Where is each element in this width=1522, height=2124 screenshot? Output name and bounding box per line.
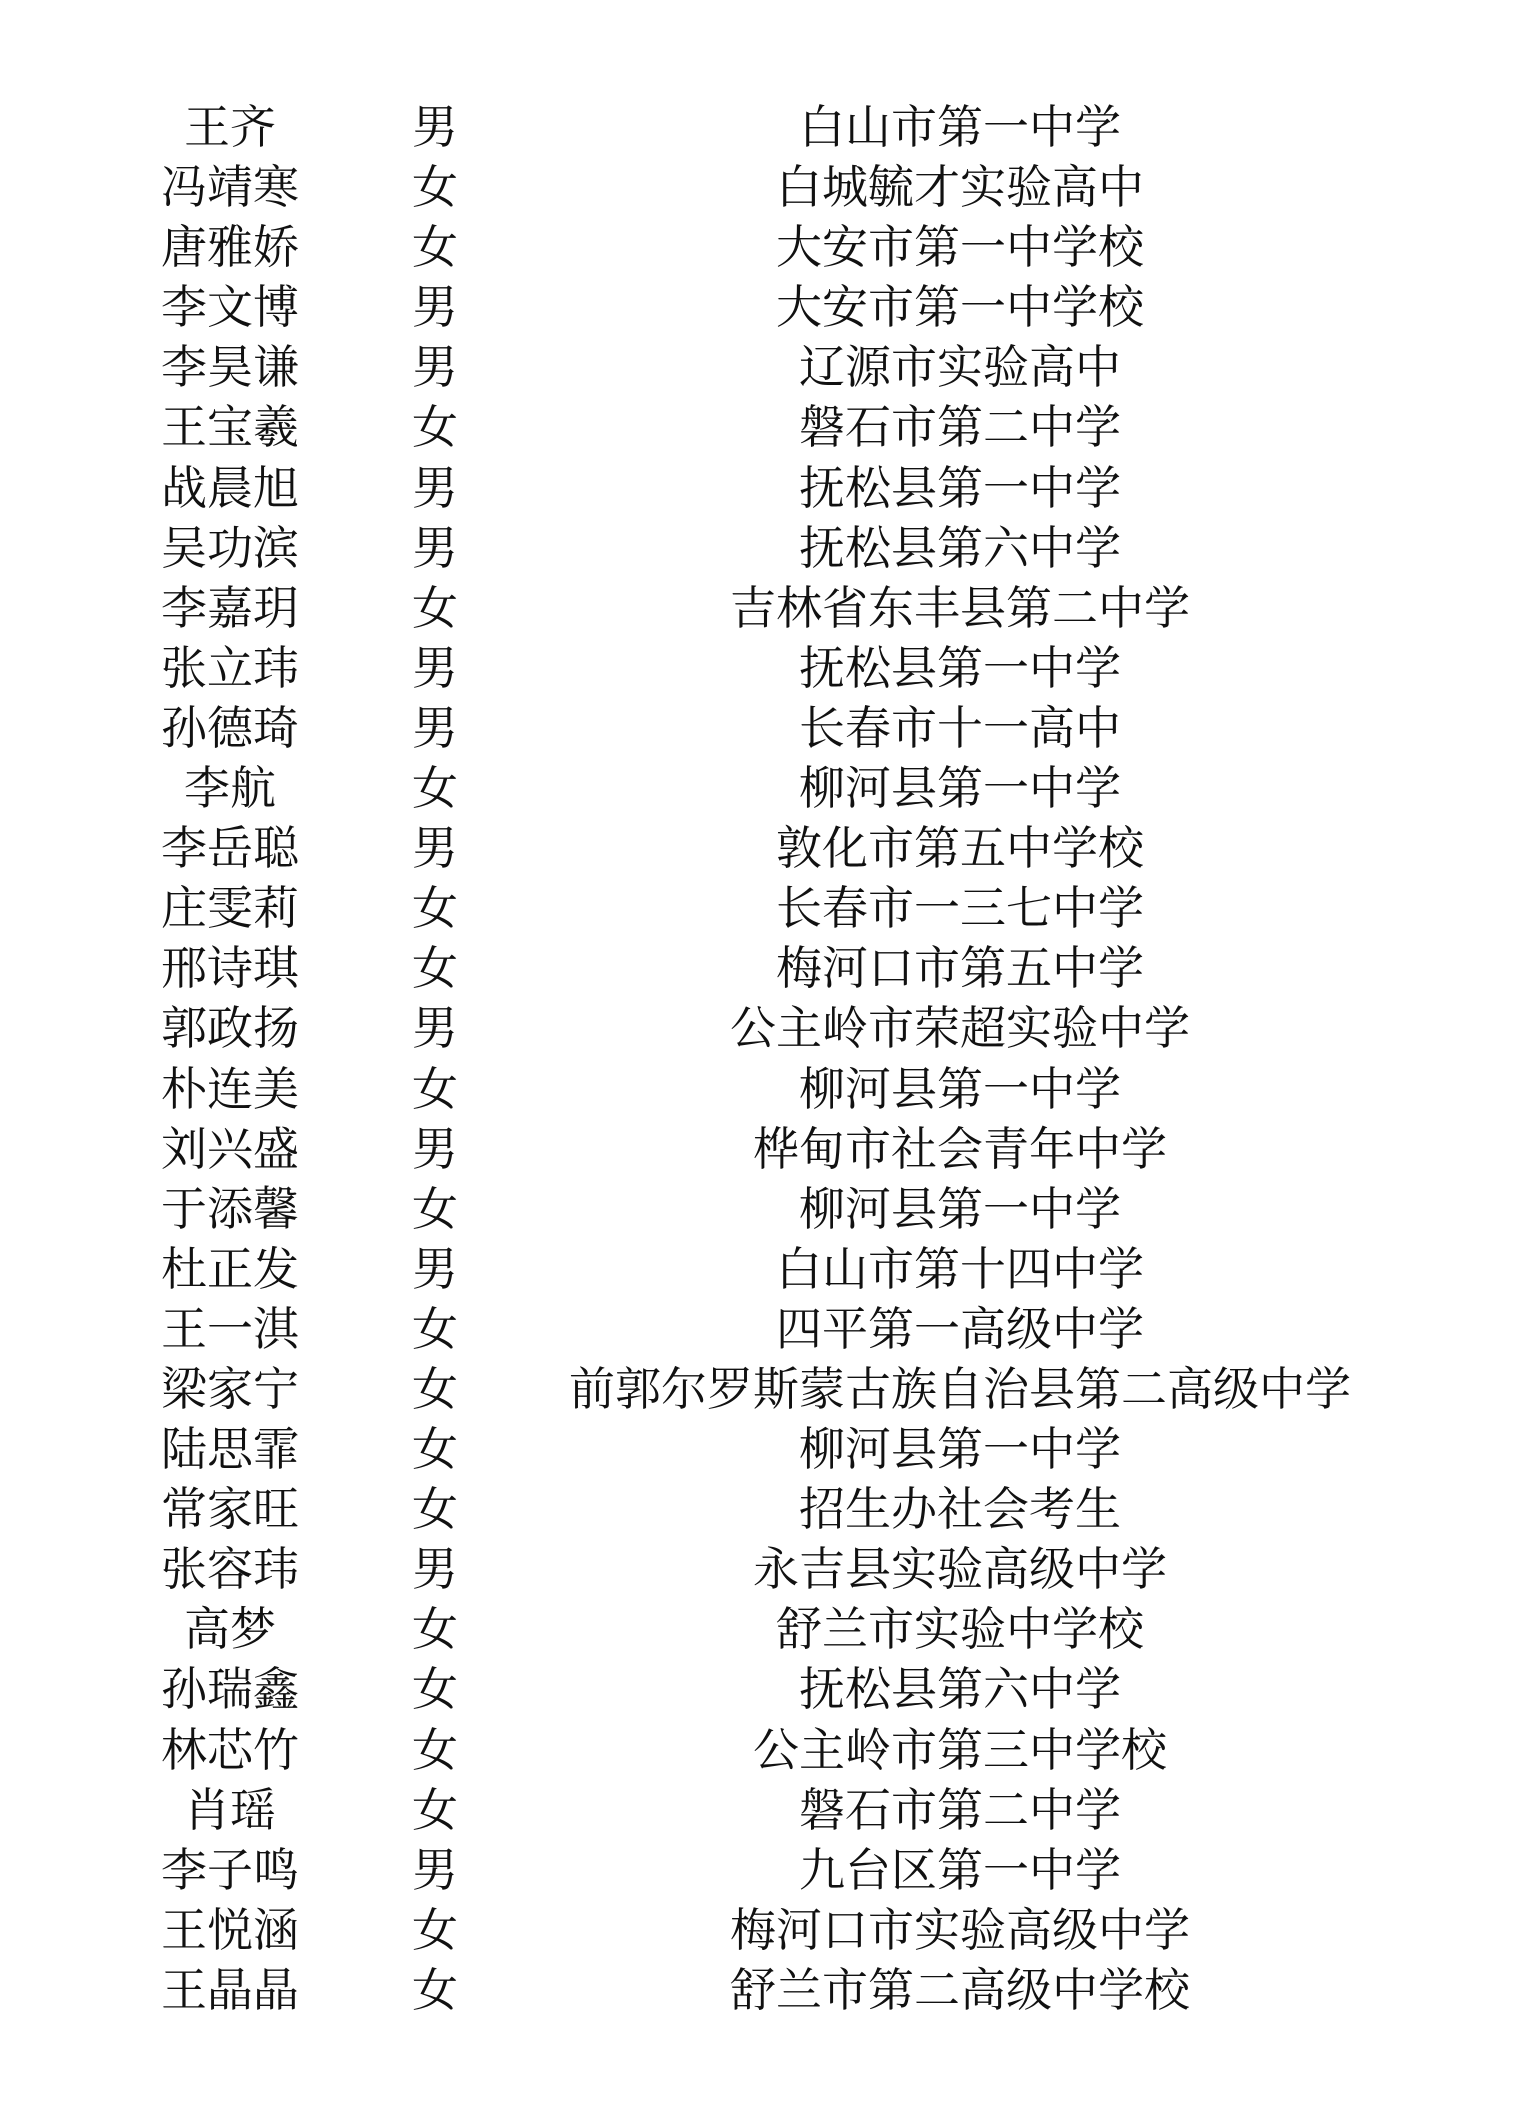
student-name: 李文博 [161,280,299,335]
student-name: 郭政扬 [161,1001,299,1056]
student-school: 公主岭市第三中学校 [753,1722,1167,1777]
table-row [0,1299,1522,1359]
table-row [0,1419,1522,1479]
student-gender: 女 [412,160,458,215]
student-name: 李子鸣 [161,1842,299,1897]
student-gender: 女 [412,881,458,936]
student-name: 王宝羲 [161,400,299,455]
student-school: 大安市第一中学校 [776,220,1144,275]
student-gender: 女 [412,1962,458,2017]
student-school: 磐石市第二中学 [799,400,1121,455]
student-gender: 男 [412,280,458,335]
table-row [0,337,1522,397]
student-name: 王悦涵 [161,1902,299,1957]
table-row [0,1900,1522,1960]
table-row [0,1599,1522,1659]
student-name: 陆思霏 [161,1422,299,1477]
table-row [0,518,1522,578]
student-school: 公主岭市荣超实验中学 [730,1001,1190,1056]
student-school: 柳河县第一中学 [799,1422,1121,1477]
table-row [0,1720,1522,1780]
student-gender: 男 [412,1241,458,1296]
student-name: 李嘉玥 [161,580,299,635]
student-gender: 女 [412,761,458,816]
student-school: 长春市十一高中 [799,700,1121,755]
table-row [0,157,1522,217]
student-name: 王齐 [184,100,276,154]
student-gender: 男 [412,640,458,695]
table-row [0,1659,1522,1719]
student-name: 吴功滨 [161,520,299,575]
student-name: 张容玮 [161,1542,299,1597]
student-name: 孙德琦 [161,700,299,755]
student-school: 白山市第一中学 [799,100,1121,154]
student-school: 吉林省东丰县第二中学 [730,580,1190,635]
student-school: 前郭尔罗斯蒙古族自治县第二高级中学 [569,1361,1351,1416]
student-school: 永吉县实验高级中学 [753,1542,1167,1597]
student-school: 长春市一三七中学 [776,881,1144,936]
student-school: 四平第一高级中学 [776,1301,1144,1356]
student-school: 抚松县第六中学 [799,520,1121,575]
student-school: 梅河口市第五中学 [776,941,1144,996]
student-name: 高梦 [184,1602,276,1657]
student-gender: 男 [412,460,458,515]
table-row [0,938,1522,998]
student-name: 冯靖寒 [161,160,299,215]
student-name: 肖瑶 [184,1782,276,1837]
table-row [0,1119,1522,1179]
table-row [0,1239,1522,1299]
student-gender: 男 [412,1001,458,1056]
student-name: 战晨旭 [161,460,299,515]
student-gender: 男 [412,1842,458,1897]
student-gender: 男 [412,340,458,395]
student-school: 大安市第一中学校 [776,280,1144,335]
table-row [0,878,1522,938]
student-name: 李航 [184,761,276,816]
student-name: 邢诗琪 [161,941,299,996]
student-name: 唐雅娇 [161,220,299,275]
student-name: 常家旺 [161,1482,299,1537]
student-school: 柳河县第一中学 [799,761,1121,816]
student-gender: 女 [412,580,458,635]
student-gender: 女 [412,220,458,275]
student-school: 舒兰市实验中学校 [776,1602,1144,1657]
student-school: 舒兰市第二高级中学校 [730,1962,1190,2017]
table-row [0,758,1522,818]
table-row [0,1359,1522,1419]
student-school: 梅河口市实验高级中学 [730,1902,1190,1957]
student-gender: 女 [412,1662,458,1717]
table-row [0,1780,1522,1840]
student-gender: 女 [412,1482,458,1537]
student-gender: 男 [412,520,458,575]
student-school: 白城毓才实验高中 [776,160,1144,215]
student-name: 李昊谦 [161,340,299,395]
table-row [0,277,1522,337]
table-row [0,458,1522,518]
student-school: 柳河县第一中学 [799,1061,1121,1116]
student-gender: 女 [412,1301,458,1356]
student-gender: 女 [412,1361,458,1416]
student-school: 抚松县第一中学 [799,640,1121,695]
student-name: 朴连美 [161,1061,299,1116]
student-gender: 男 [412,100,458,154]
student-name: 孙瑞鑫 [161,1662,299,1717]
student-gender: 女 [412,1902,458,1957]
student-school: 抚松县第一中学 [799,460,1121,515]
student-gender: 女 [412,1602,458,1657]
table-row [0,1479,1522,1539]
student-gender: 女 [412,1181,458,1236]
student-name: 刘兴盛 [161,1121,299,1176]
table-row [0,1960,1522,2020]
student-school: 桦甸市社会青年中学 [753,1121,1167,1176]
student-school: 招生办社会考生 [799,1482,1121,1537]
table-row [0,397,1522,457]
student-gender: 男 [412,821,458,876]
student-school: 白山市第十四中学 [776,1241,1144,1296]
student-school: 柳河县第一中学 [799,1181,1121,1236]
student-name: 庄雯莉 [161,881,299,936]
student-school: 抚松县第六中学 [799,1662,1121,1717]
student-gender: 女 [412,1722,458,1777]
student-school: 九台区第一中学 [799,1842,1121,1897]
table-row [0,1840,1522,1900]
student-gender: 男 [412,700,458,755]
table-row [0,217,1522,277]
student-gender: 男 [412,1121,458,1176]
table-row [0,998,1522,1058]
student-gender: 女 [412,400,458,455]
student-name: 李岳聪 [161,821,299,876]
student-gender: 男 [412,1542,458,1597]
student-school: 磐石市第二中学 [799,1782,1121,1837]
student-name: 于添馨 [161,1181,299,1236]
table-row [0,1179,1522,1239]
student-gender: 女 [412,941,458,996]
student-gender: 女 [412,1061,458,1116]
student-name: 林芯竹 [161,1722,299,1777]
student-name: 王晶晶 [161,1962,299,2017]
table-row [0,1059,1522,1119]
student-name: 张立玮 [161,640,299,695]
student-name: 杜正发 [161,1241,299,1296]
student-gender: 女 [412,1422,458,1477]
table-row [0,638,1522,698]
student-school: 辽源市实验高中 [799,340,1121,395]
table-row [0,578,1522,638]
student-name: 梁家宁 [161,1361,299,1416]
student-roster [0,97,1522,2020]
student-school: 敦化市第五中学校 [776,821,1144,876]
table-row [0,818,1522,878]
table-row [0,698,1522,758]
table-row [0,97,1522,157]
table-row [0,1539,1522,1599]
student-gender: 女 [412,1782,458,1837]
student-name: 王一淇 [161,1301,299,1356]
